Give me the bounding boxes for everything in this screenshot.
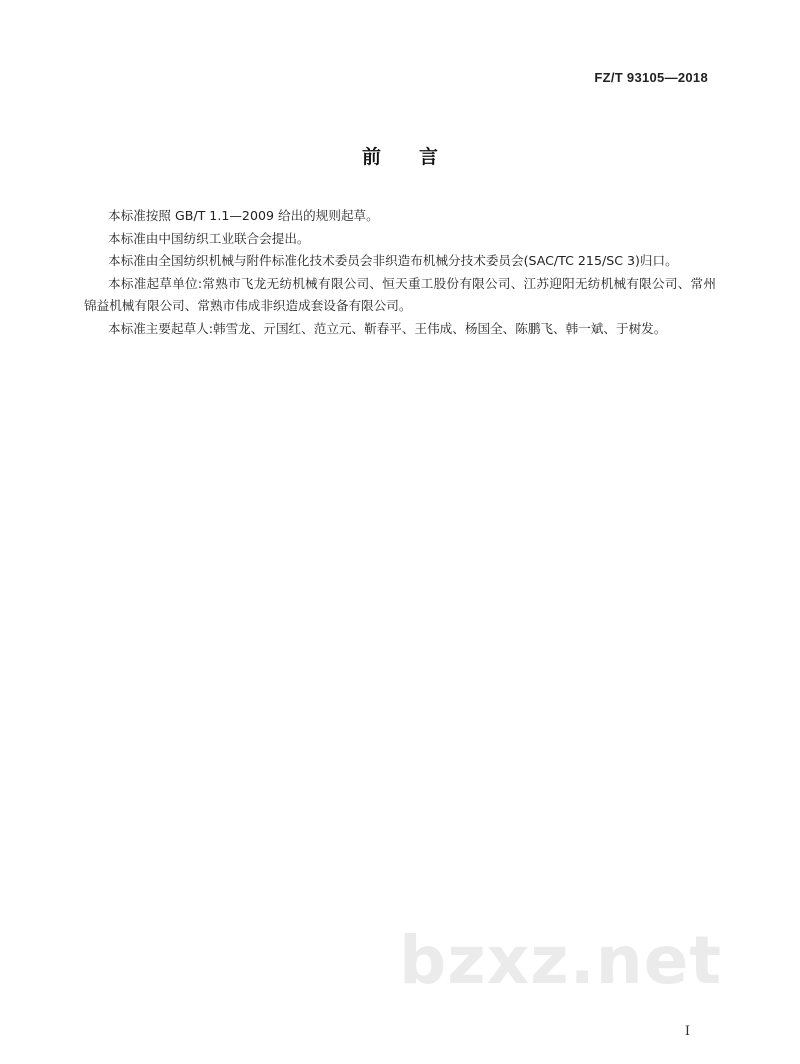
page-title: 前言 bbox=[361, 146, 476, 168]
paragraph-drafting-rules: 本标准按照 GB/T 1.1—2009 给出的规则起草。 bbox=[108, 208, 379, 223]
paragraph-drafters: 本标准主要起草人:韩雪龙、亓国红、范立元、靳春平、王伟成、杨国全、陈鹏飞、韩一斌、于树发。 bbox=[108, 320, 667, 336]
standard-number: FZ/T 93105—2018 bbox=[594, 70, 708, 85]
foreword-body bbox=[84, 205, 716, 340]
paragraph-proposer: 本标准由中国纺织工业联合会提出。 bbox=[108, 230, 310, 246]
page-number: I bbox=[684, 1024, 690, 1039]
paragraph-drafting-units: 本标准起草单位:常熟市飞龙无纺机械有限公司、恒天重工股份有限公司、江苏迎阳无纺机械有限公司、常州锦益机械有限公司、常熟市伟成非织造成套设备有限公司。 bbox=[84, 275, 716, 313]
paragraph-jurisdiction: 本标准由全国纺织机械与附件标准化技术委员会非织造布机械分技术委员会(SAC/TC 215/SC 3)归口。 bbox=[108, 253, 678, 268]
watermark: bzxz.net bbox=[398, 922, 722, 999]
